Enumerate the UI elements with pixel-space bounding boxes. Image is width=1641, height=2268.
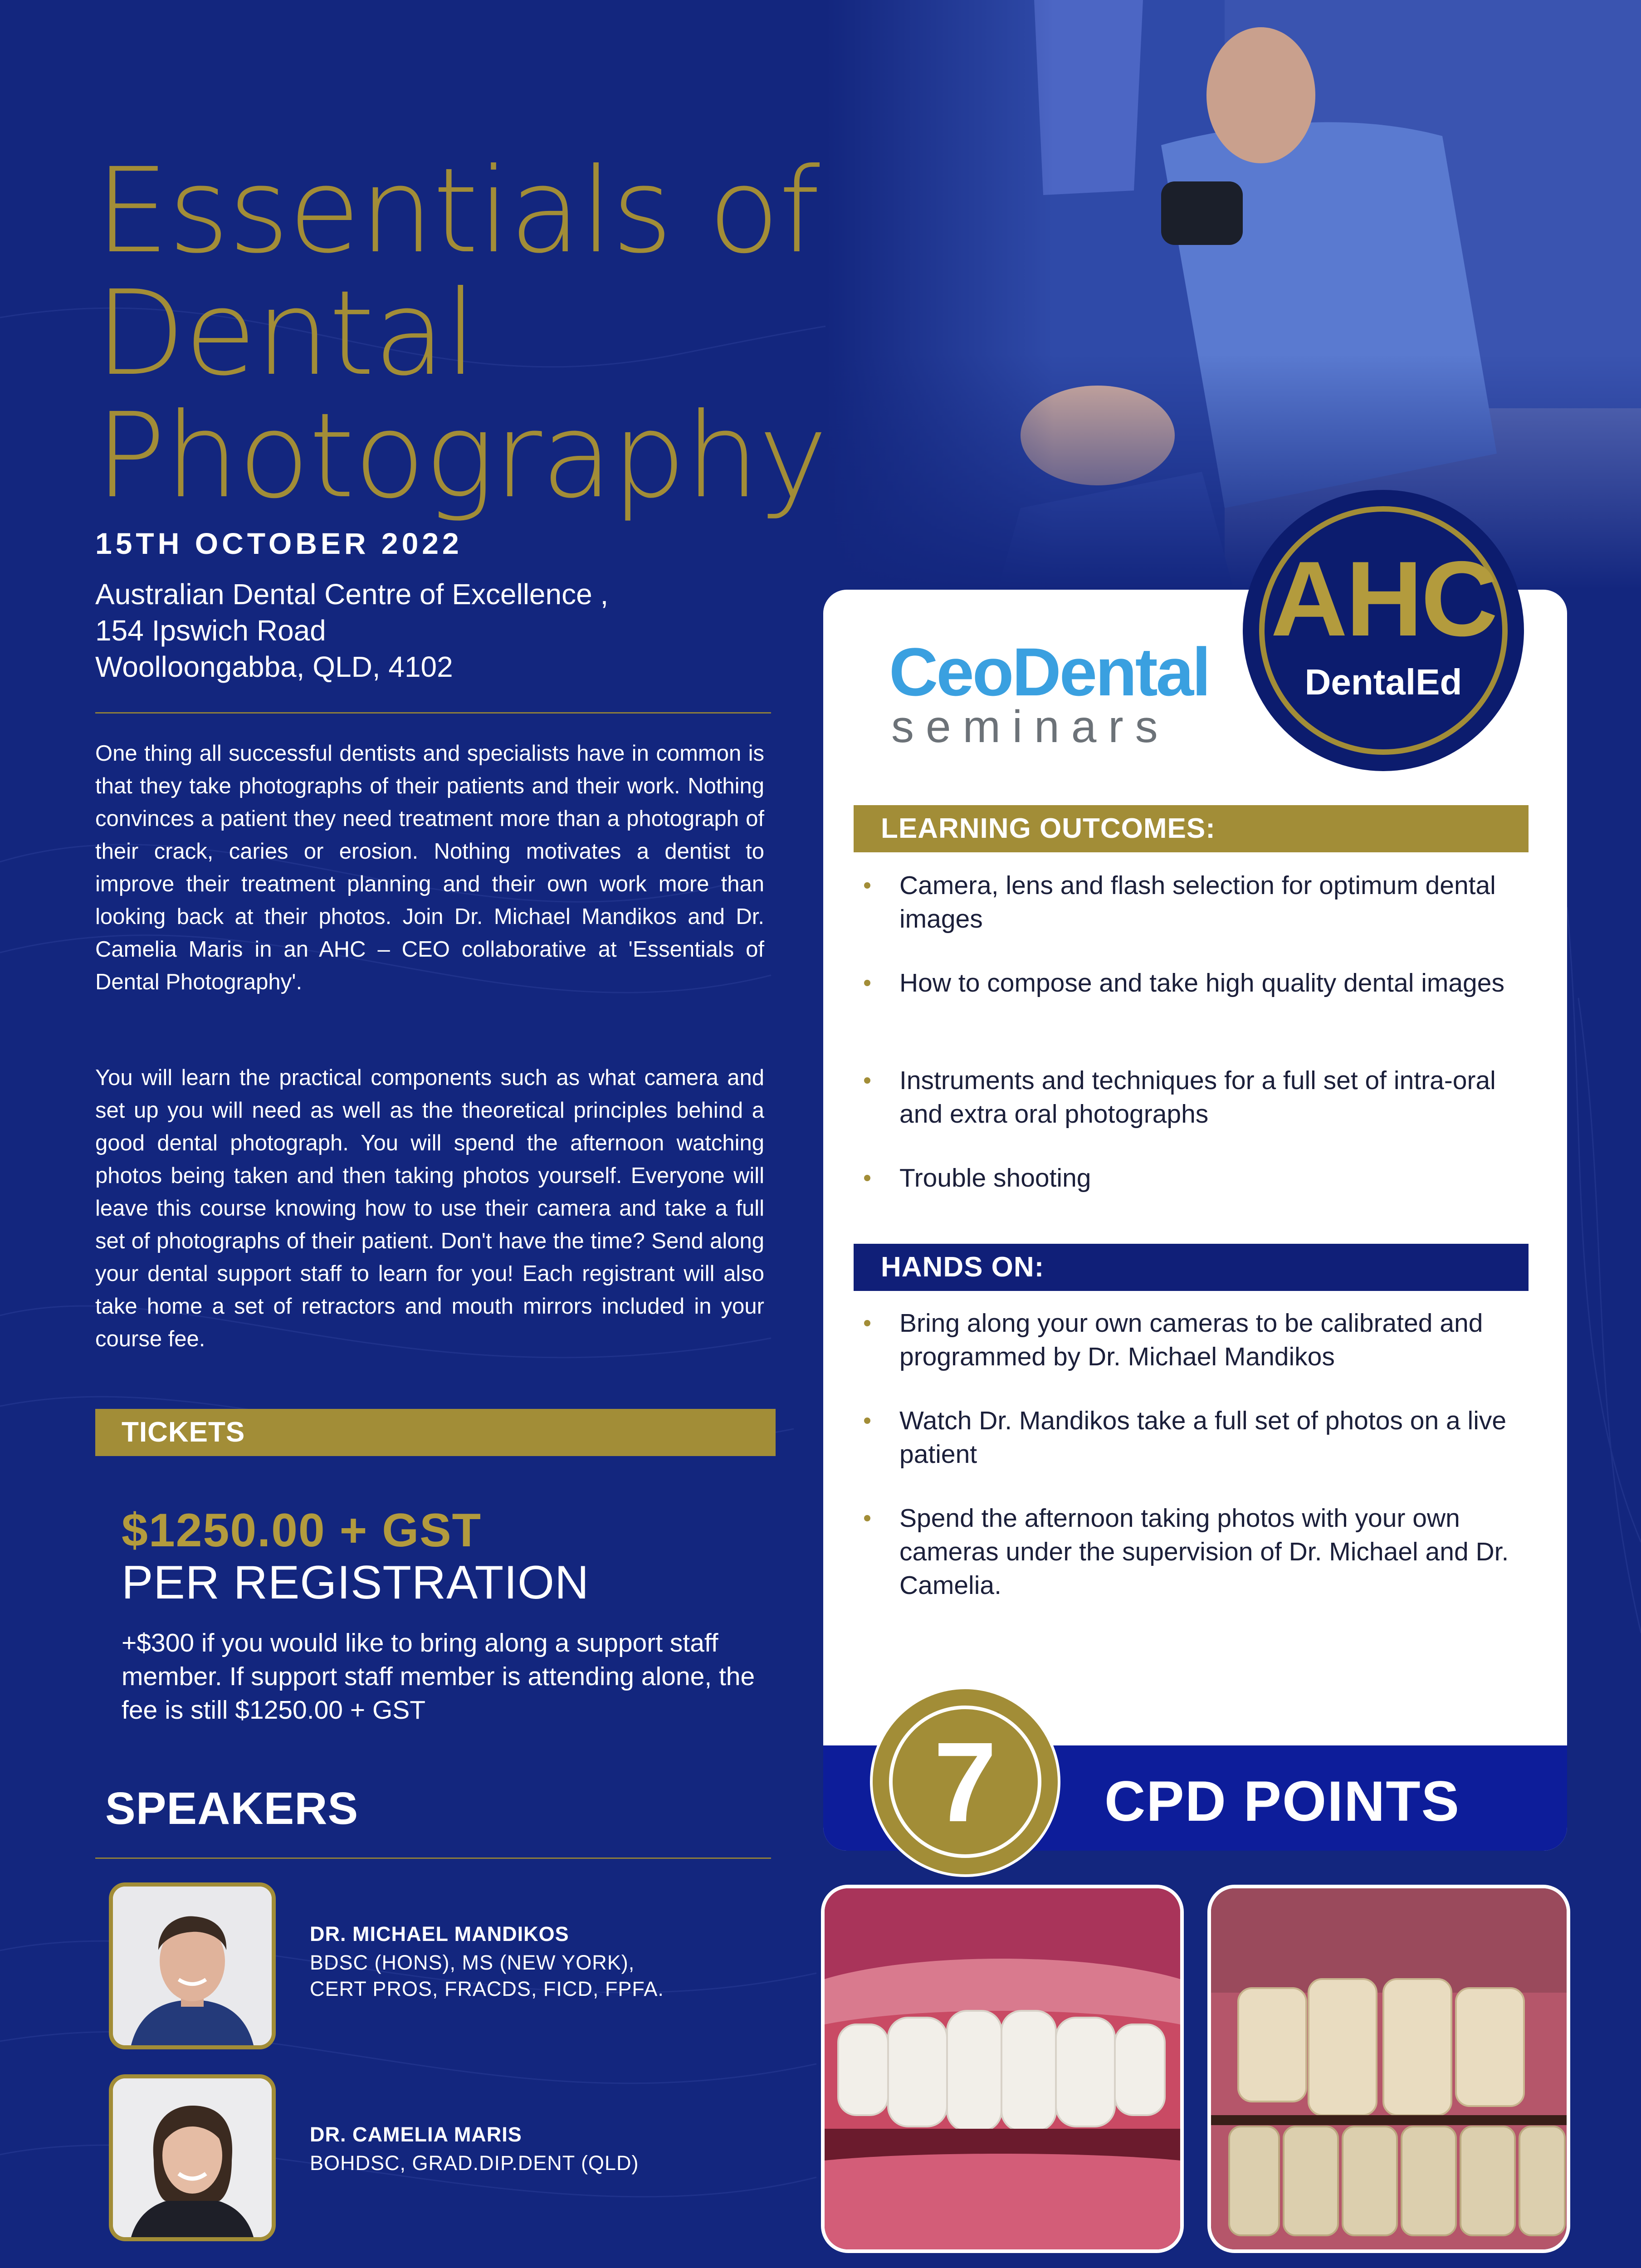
hands-on-text: Bring along your own cameras to be calibrated and programmed by Dr. Michael Mandikos: [899, 1309, 1483, 1371]
list-item: [860, 1501, 1526, 1602]
bullet-icon: [864, 1175, 870, 1181]
intro-paragraph-2: You will learn the practical components such as what camera and set up you will need as well as the theoretical principles behind a good dental photograph. You will spend the afternoon watching photos being taken and then taking photos yourself. Everyone will leave this course knowing how to use their camera and take a full set of photographs of their patient. Don't have the time? Send along your dental support staff to learn for you! Each registrant will also take home a set of retractors and mouth mirrors included in your course fee.: [95, 1066, 764, 1351]
ceodental-logo-subtext: seminars: [891, 701, 1170, 752]
learning-outcomes-heading: LEARNING OUTCOMES:: [854, 805, 1529, 852]
ahc-dentaled-logo: [1243, 490, 1524, 771]
bullet-icon: [864, 1320, 870, 1326]
bullet-icon: [864, 980, 870, 986]
speakers-divider: [95, 1857, 771, 1859]
intro-paragraph-1: One thing all successful dentists and specialists have in common is that they take photographs of their patients and their work. Nothing convinces a patient they need treatment more than a photograph of their crack, caries or erosion. Nothing motivates a dentist to improve their treatment planning and their own work more than looking back at their photos. Join Dr. Michael Mandikos and Dr. Camelia Maris in an AHC – CEO collaborative at 'Essentials of Dental Photography'.: [95, 741, 764, 994]
speaker-name: DR. CAMELIA MARIS: [310, 2123, 522, 2146]
info-panel: [823, 590, 1567, 1851]
tickets-bar: TICKETS: [95, 1409, 776, 1456]
address-line-3: Woolloongabba, QLD, 4102: [95, 650, 453, 683]
hero-photo: [825, 0, 1641, 590]
hands-on-text: Spend the afternoon taking photos with your own cameras under the supervision of Dr. Michael and Dr. Camelia.: [899, 1504, 1509, 1600]
learning-outcome-text: Trouble shooting: [899, 1163, 1091, 1193]
cpd-number: 7: [933, 1718, 997, 1845]
page-title: [95, 143, 866, 524]
list-item: [860, 1161, 1091, 1195]
list-item: [860, 1306, 1526, 1374]
list-item: [860, 966, 1504, 1000]
list-item: [860, 1064, 1526, 1131]
divider: [95, 712, 771, 714]
hands-on-heading: HANDS ON:: [854, 1244, 1529, 1291]
speakers-heading: SPEAKERS: [105, 1783, 359, 1834]
ahc-logo-text: AHC: [1270, 539, 1496, 658]
speaker-credentials: [310, 2150, 639, 2176]
dental-photo-worn-teeth: [1207, 1885, 1570, 2253]
ticket-support-note: +$300 if you would like to bring along a support staff member. If support staff member is attending alone, the fee is still $1250.00 + GST: [122, 1628, 755, 1725]
hands-on-text: Watch Dr. Mandikos take a full set of photos on a live patient: [899, 1406, 1507, 1469]
speaker-photo-mandikos: [113, 1887, 272, 2045]
learning-outcome-text: Camera, lens and flash selection for optimum dental images: [899, 871, 1496, 934]
credential-line: BDSC (HONS), MS (NEW YORK),: [310, 1951, 635, 1974]
avatar: [109, 1882, 276, 2049]
cpd-label: CPD POINTS: [1104, 1770, 1460, 1833]
smile-image: [825, 1888, 1180, 2249]
title-line-1: Essentials of: [95, 143, 819, 279]
title-line-3: Photography: [95, 388, 827, 524]
bullet-icon: [864, 1418, 870, 1424]
address-line-2: 154 Ipswich Road: [95, 614, 326, 647]
ahc-logo-subtext: DentalEd: [1304, 662, 1462, 702]
bullet-icon: [864, 1515, 870, 1521]
speaker-credentials: [310, 1950, 664, 2002]
ticket-per-registration: PER REGISTRATION: [122, 1556, 590, 1609]
bullet-icon: [864, 1077, 870, 1084]
ticket-price: $1250.00 + GST: [122, 1504, 482, 1557]
event-date: 15TH OCTOBER 2022: [95, 527, 463, 560]
credential-line: CERT PROS, FRACDS, FICD, FPFA.: [310, 1977, 664, 2000]
address-line-1: Australian Dental Centre of Excellence ,: [95, 578, 609, 611]
credential-line: BOHDSC, GRAD.DIP.DENT (QLD): [310, 2151, 639, 2175]
ceodental-logo-text: CeoDental: [889, 634, 1209, 710]
event-address: [95, 576, 608, 685]
learning-outcome-text: How to compose and take high quality dental images: [899, 968, 1504, 997]
cpd-badge: [870, 1686, 1060, 1877]
avatar: [109, 2074, 276, 2241]
list-item: [860, 1404, 1526, 1471]
list-item: [860, 869, 1526, 936]
speaker-name: DR. MICHAEL MANDIKOS: [310, 1922, 569, 1945]
learning-outcome-text: Instruments and techniques for a full set of intra-oral and extra oral photographs: [899, 1066, 1496, 1129]
speaker-photo-maris: [113, 2078, 272, 2237]
worn-teeth-image: [1211, 1888, 1567, 2249]
title-line-2: Dental: [95, 265, 476, 401]
dental-photo-smile: [821, 1885, 1184, 2253]
bullet-icon: [864, 882, 870, 889]
